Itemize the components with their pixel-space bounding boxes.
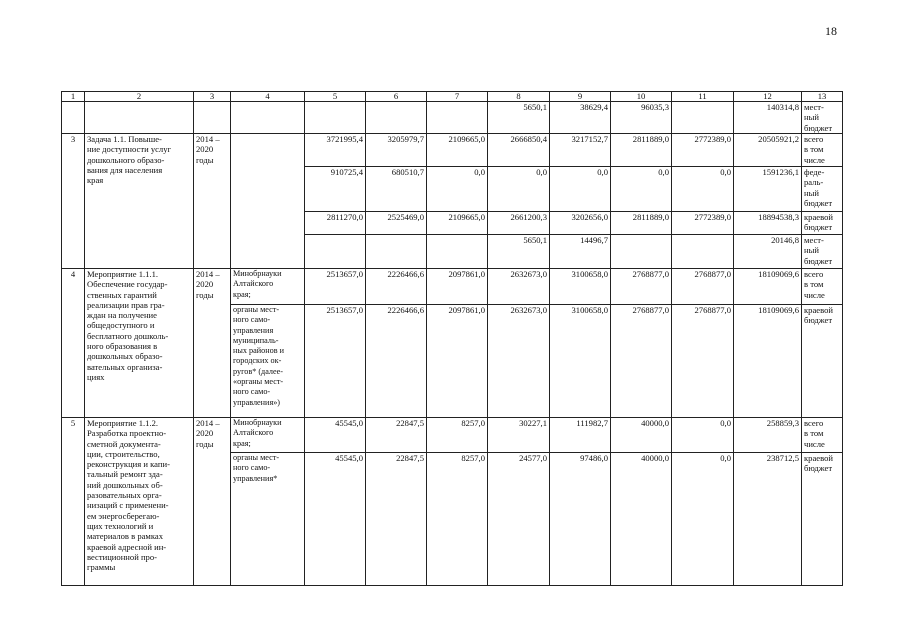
cell-empty [366,235,427,269]
cell-value: 2768877,0 [672,305,734,418]
cell-value: 3202656,0 [550,212,611,235]
cell-funding-source: всего в том числе [802,134,843,167]
cell-value: 40000,0 [611,418,672,453]
cell-value: 45545,0 [305,418,366,453]
cell-value: 22847,5 [366,418,427,453]
cell-value: 238712,5 [734,453,802,586]
cell-value: 2632673,0 [488,269,550,305]
cell-item-name: Мероприятие 1.1.1. Обеспечение государ- ственных гарантий реализации прав гра- ждан на получение общедоступного и бесплатного дошколь- ного образования в дошкольных образо- вательных организа- циях [85,269,194,418]
cell-item-name: Задача 1.1. Повыше- ние доступности услуг дошкольного образо- вания для населения края [85,134,194,269]
cell-value: 20146,8 [734,235,802,269]
cell-executor: органы мест- ного само- управления муниципаль- ных районов и городских ок- ругов* (далее- «органы мест- ного само- управления») [231,305,305,418]
header-cell: 13 [802,92,843,102]
cell-value: 22847,5 [366,453,427,586]
cell-funding-source: краевой бюджет [802,453,843,586]
header-row [62,92,843,102]
cell-empty [366,102,427,134]
cell-value: 2632673,0 [488,305,550,418]
cell-period: 2014 – 2020 годы [194,269,231,418]
cell-executor: органы мест- ного само- управления* [231,453,305,586]
cell-value: 2513657,0 [305,305,366,418]
cell-value: 2666850,4 [488,134,550,167]
cell-value: 2772389,0 [672,212,734,235]
cell-row-number: 3 [62,134,85,269]
cell-value: 5650,1 [488,235,550,269]
cell-value: 8257,0 [427,453,488,586]
cell-value: 3721995,4 [305,134,366,167]
cell-value: 910725,4 [305,167,366,212]
header-cell: 2 [85,92,194,102]
cell-value: 40000,0 [611,453,672,586]
cell-value: 2661200,3 [488,212,550,235]
header-cell: 1 [62,92,85,102]
cell-value: 8257,0 [427,418,488,453]
cell-value: 2109665,0 [427,212,488,235]
cell-executor [231,134,305,269]
cell-value: 3205979,7 [366,134,427,167]
cell-funding-source: краевой бюджет [802,305,843,418]
cell-value: 18109069,6 [734,305,802,418]
cell-value: 97486,0 [550,453,611,586]
cell-period: 2014 – 2020 годы [194,134,231,269]
header-cell: 10 [611,92,672,102]
cell-value: 0,0 [611,167,672,212]
cell-empty [427,235,488,269]
cell-value: 2768877,0 [611,269,672,305]
cell-value: 2811889,0 [611,134,672,167]
cell-empty [85,102,194,134]
cell-value: 2525469,0 [366,212,427,235]
cell-value: 0,0 [427,167,488,212]
cell-item-name: Мероприятие 1.1.2. Разработка проектно- сметной документа- ции, строительство, реконструкция и капи- тальный ремонт зда- ний дошкольных об- разовательных орга- низаций с применени- ем энергосберегаю- щих технологий и материалов в рамках краевой адресной ин- вестиционной про- граммы [85,418,194,586]
cell-empty [672,102,734,134]
cell-value: 3100658,0 [550,269,611,305]
cell-value: 2097861,0 [427,305,488,418]
cell-value: 14496,7 [550,235,611,269]
cell-funding-source: феде- раль- ный бюджет [802,167,843,212]
cell-value: 2097861,0 [427,269,488,305]
cell-value: 38629,4 [550,102,611,134]
cell-value: 2768877,0 [672,269,734,305]
cell-funding-source: краевой бюджет [802,212,843,235]
cell-value: 2768877,0 [611,305,672,418]
header-cell: 4 [231,92,305,102]
cell-value: 2811270,0 [305,212,366,235]
cell-value: 2226466,6 [366,305,427,418]
cell-value: 0,0 [550,167,611,212]
cell-empty [672,235,734,269]
cell-funding-source: всего в том числе [802,269,843,305]
header-cell: 9 [550,92,611,102]
cell-value: 30227,1 [488,418,550,453]
cell-empty [427,102,488,134]
cell-value: 2226466,6 [366,269,427,305]
header-cell: 8 [488,92,550,102]
cell-value: 0,0 [672,418,734,453]
cell-executor: Минобрнауки Алтайского края; [231,418,305,453]
header-cell: 6 [366,92,427,102]
cell-empty [62,102,85,134]
cell-value: 0,0 [672,453,734,586]
cell-executor: Минобрнауки Алтайского края; [231,269,305,305]
cell-value: 111982,7 [550,418,611,453]
header-cell: 5 [305,92,366,102]
cell-value: 24577,0 [488,453,550,586]
page-number: 18 [825,24,837,38]
cell-value: 1591236,1 [734,167,802,212]
cell-value: 20505921,2 [734,134,802,167]
cell-value: 45545,0 [305,453,366,586]
cell-value: 3217152,7 [550,134,611,167]
cell-funding-source: мест- ный бюджет [802,102,843,134]
cell-value: 2109665,0 [427,134,488,167]
header-cell: 7 [427,92,488,102]
cell-value: 2772389,0 [672,134,734,167]
cell-value: 18109069,6 [734,269,802,305]
cell-value: 140314,8 [734,102,802,134]
cell-value: 0,0 [488,167,550,212]
cell-empty [305,102,366,134]
cell-value: 96035,3 [611,102,672,134]
cell-value: 0,0 [672,167,734,212]
cell-value: 3100658,0 [550,305,611,418]
cell-value: 2811889,0 [611,212,672,235]
cell-empty [194,102,231,134]
cell-funding-source: всего в том числе [802,418,843,453]
table-row [62,269,843,305]
cell-row-number: 5 [62,418,85,586]
cell-empty [611,235,672,269]
cell-value: 258859,3 [734,418,802,453]
cell-value: 2513657,0 [305,269,366,305]
cell-empty [305,235,366,269]
header-cell: 12 [734,92,802,102]
header-cell: 3 [194,92,231,102]
cell-funding-source: мест- ный бюджет [802,235,843,269]
cell-empty [231,102,305,134]
table-row [62,418,843,453]
cell-period: 2014 – 2020 годы [194,418,231,586]
table-row [62,102,843,134]
cell-value: 18894538,3 [734,212,802,235]
cell-value: 5650,1 [488,102,550,134]
table-row [62,134,843,167]
budget-table [61,91,843,586]
header-cell: 11 [672,92,734,102]
cell-value: 680510,7 [366,167,427,212]
cell-row-number: 4 [62,269,85,418]
